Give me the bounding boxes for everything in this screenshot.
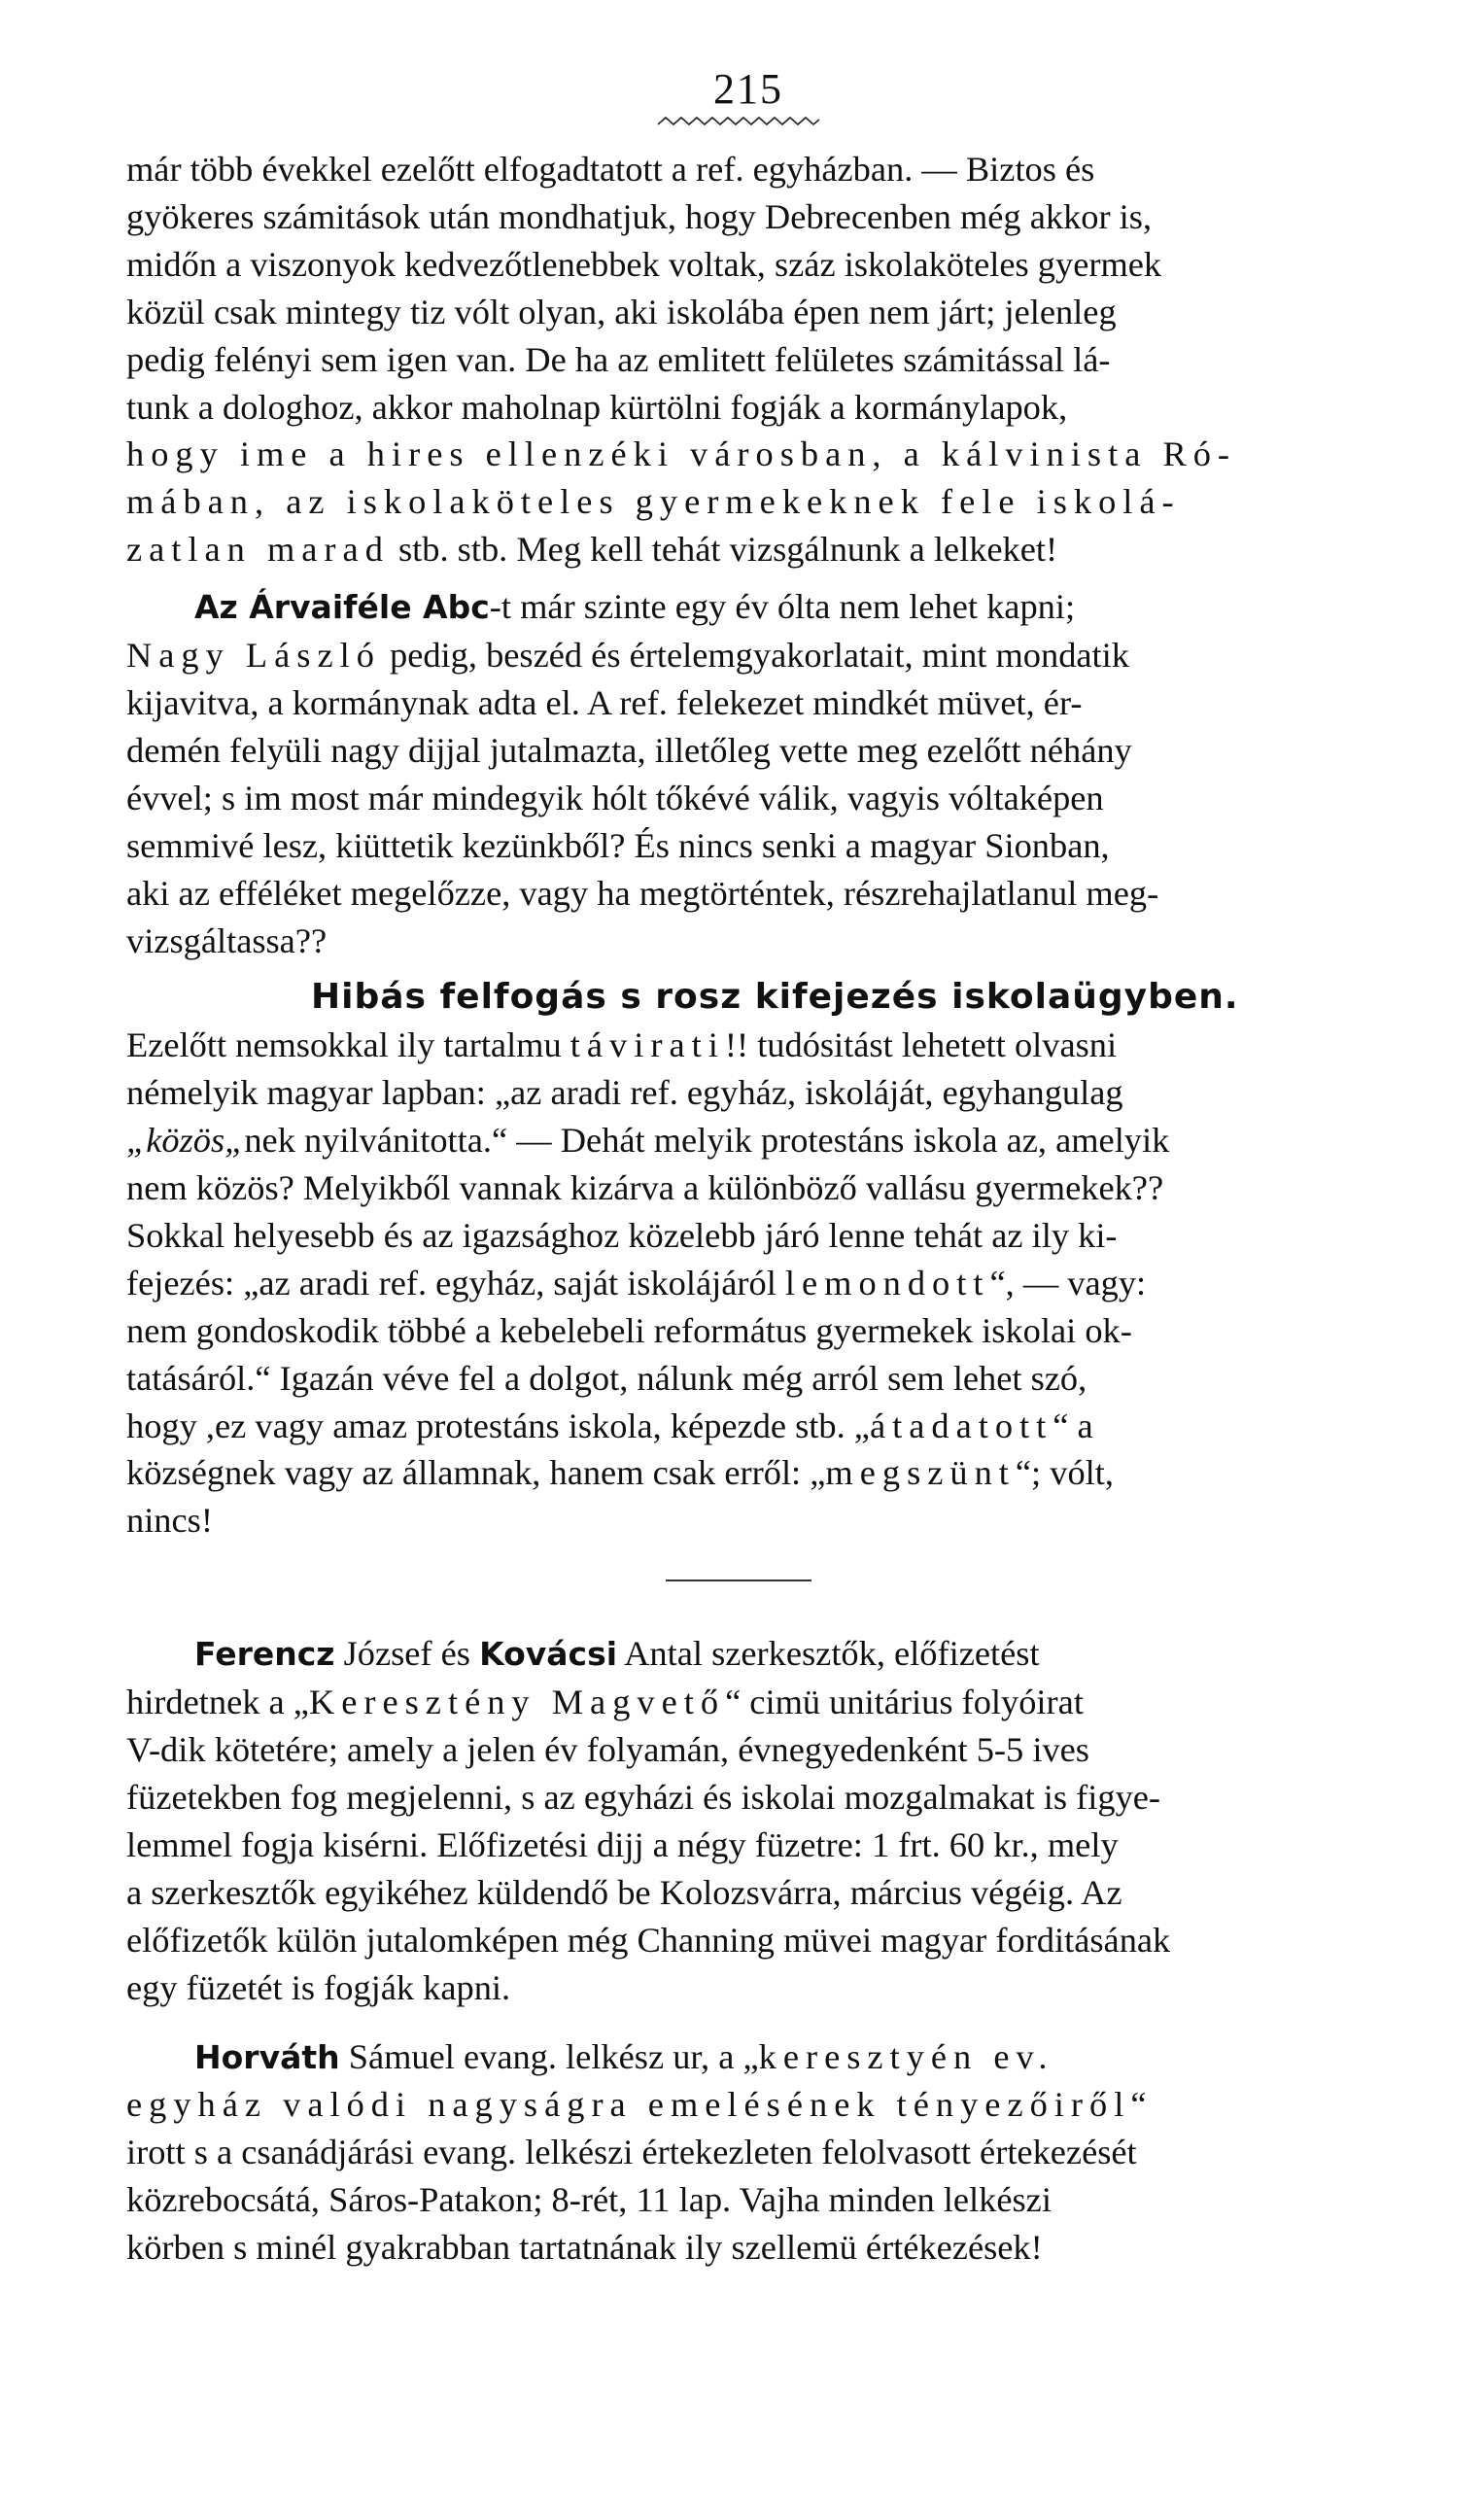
text-line [126,1022,1351,1069]
inline-text: községnek vagy az államnak, hanem csak erről: „ [126,1453,826,1493]
text-line-spaced: hogy ime a hires ellenzéki városban, a kálvinista Ró- [126,434,1237,474]
paragraph-magveto [126,1630,1351,2011]
spaced-text: távirati [569,1025,725,1065]
inline-text: hirdetnek a „ [126,1683,309,1722]
inline-text: !! tudósitást lehetett olvasni [724,1025,1118,1065]
text-line: pedig felényi sem igen van. De ha az emlitett felületes számitással lá- [126,339,1111,379]
bold-name: Kovácsi [479,1635,618,1674]
text-line: V-dik kötetére; amely a jelen év folyamán, évnegyedenként 5-5 ives [126,1730,1089,1770]
inline-text: stb. stb. Meg kell tehát vizsgálnunk a lelkeket! [389,530,1058,570]
text-line: midőn a viszonyok kedvezőtlenebbek voltak, száz iskolaköteles gyermek [126,244,1162,284]
inline-text: Sámuel evang. lelkész ur, a „ [339,2036,759,2076]
text-line: füzetekben fog megjelenni, s az egyházi és iskolai mozgalmakat is figye- [126,1778,1161,1817]
wavy-ornament-icon [656,115,821,128]
spaced-text: átadatott [869,1406,1053,1445]
section-heading: Hibás felfogás s rosz kifejezés iskolaügyben. [311,977,1239,1018]
paragraph-horvath [126,2033,1351,2273]
spaced-text: lemondott [784,1263,990,1302]
text-line: vizsgáltassa?? [126,920,328,960]
inline-text: Ezelőtt nemsokkal ily tartalmu [126,1025,570,1065]
text-line [126,583,1351,632]
spaced-text: Keresztény Magvető [308,1683,726,1722]
text-line: előfizetők külön jutalomképen még Channing müvei magyar forditásának [126,1920,1171,1960]
text-line: már több évekkel ezelőtt elfogadtatott a ref. egyházban. — Biztos és [126,150,1095,189]
inline-text: József és [334,1634,480,1674]
bold-name: Ferencz [194,1635,335,1674]
text-line [126,1630,1351,1679]
bold-term: Az Árvaiféle Abc [194,588,490,627]
spaced-text: zatlan marad [126,530,390,570]
spaced-text: Nagy László [126,636,381,676]
text-line [126,1403,1351,1450]
section-divider [666,1580,811,1581]
inline-text: hogy ,ez vagy amaz protestáns iskola, képezde stb. „ [126,1406,870,1445]
inline-text: “ cimü unitárius folyóirat [725,1683,1084,1722]
text-line: gyökeres számitások után mondhatjuk, hogy Debrecenben még akkor is, [126,196,1153,236]
text-line: körben s minél gyakrabban tartatnának ily szellemü értékezések! [126,2228,1043,2268]
text-line: nem közös? Melyikből vannak kizárva a különböző vallásu gyermekek?? [126,1168,1164,1208]
paragraph-arvai-abc [126,583,1351,964]
text-line: évvel; s im most már mindegyik hólt tőkévé válik, vagyis vóltaképen [126,778,1104,817]
text-line: Sokkal helyesebb és az igazsághoz közelebb járó lenne tehát az ily ki- [126,1215,1118,1255]
text-line: közül csak mintegy tiz vólt olyan, aki iskolába épen nem járt; jelenleg [126,292,1117,331]
text-line-spaced: mában, az iskolaköteles gyermekeknek fele iskolá- [126,482,1181,522]
text-line: demén felyüli nagy dijjal jutalmazta, illetőleg vette meg ezelőtt néhány [126,730,1132,770]
text-line [126,526,1351,573]
bold-name: Horváth [194,2037,340,2076]
spaced-text: keresztyén ev. [758,2036,1054,2076]
inline-text: Antal szerkesztők, előfizetést [617,1634,1040,1674]
text-line: nincs! [126,1501,213,1541]
inline-text: pedig, beszéd és értelemgyakorlatait, mint mondatik [380,636,1129,676]
page-number: 215 [713,65,783,113]
text-line: a szerkesztők egyikéhez küldendő be Kolozsvárra, március végéig. Az [126,1872,1122,1912]
text-line: semmivé lesz, kiüttetik kezünkből? És nincs senki a magyar Sionban, [126,825,1110,865]
paragraph-iskolaugy [126,1022,1351,1545]
text-line: lemmel fogja kisérni. Előfizetési dijj a négy füzetre: 1 frt. 60 kr., mely [126,1824,1119,1864]
text-line: némelyik magyar lapban: „az aradi ref. egyház, iskoláját, egyhangulag [126,1073,1123,1113]
inline-text: “; vólt, [1015,1453,1114,1493]
page [126,65,1351,2272]
text-line: tunk a dologhoz, akkor maholnap kürtölni fogják a kormánylapok, [126,387,1068,427]
text-line: aki az efféléket megelőzze, vagy ha megtörténtek, részrehajlatlanul meg- [126,873,1159,913]
text-line [126,1679,1351,1726]
text-line [126,1260,1351,1307]
text-line: tatásáról.“ Igazán véve fel a dolgot, nálunk még arról sem lehet szó, [126,1358,1087,1398]
italic-text: „közös„ [126,1121,245,1161]
text-line [126,2081,1351,2129]
inline-text: nek nyilvánitotta.“ — Dehát melyik protestáns iskola az, amelyik [244,1121,1170,1161]
text-line [126,632,1351,679]
inline-text: “ [1130,2085,1147,2125]
inline-text: “ a [1053,1406,1093,1445]
text-line: egy füzetét is fogják kapni. [126,1967,511,2007]
text-line [126,1117,1351,1164]
inline-text: -t már szinte egy év ólta nem lehet kapni; [489,587,1076,627]
text-line [126,1449,1351,1497]
inline-text: fejezés: „az aradi ref. egyház, saját iskolájáról [126,1263,785,1302]
text-line: irott s a csanádjárási evang. lelkészi értekezleten felolvasott értekezését [126,2133,1137,2172]
paragraph-continuation [126,146,1351,573]
text-line: kijavitva, a kormánynak adta el. A ref. felekezet mindkét müvet, ér- [126,682,1083,722]
spaced-text: megszünt [825,1453,1016,1493]
text-line [126,2033,1351,2082]
text-line: közrebocsátá, Sáros-Patakon; 8-rét, 11 lap. Vajha minden lelkészi [126,2180,1052,2220]
text-line: nem gondoskodik többé a kebelebeli református gyermekek iskolai ok- [126,1310,1132,1350]
spaced-text: egyház valódi nagyságra emelésének tényezőiről [126,2085,1131,2125]
inline-text: “, — vagy: [989,1263,1147,1302]
